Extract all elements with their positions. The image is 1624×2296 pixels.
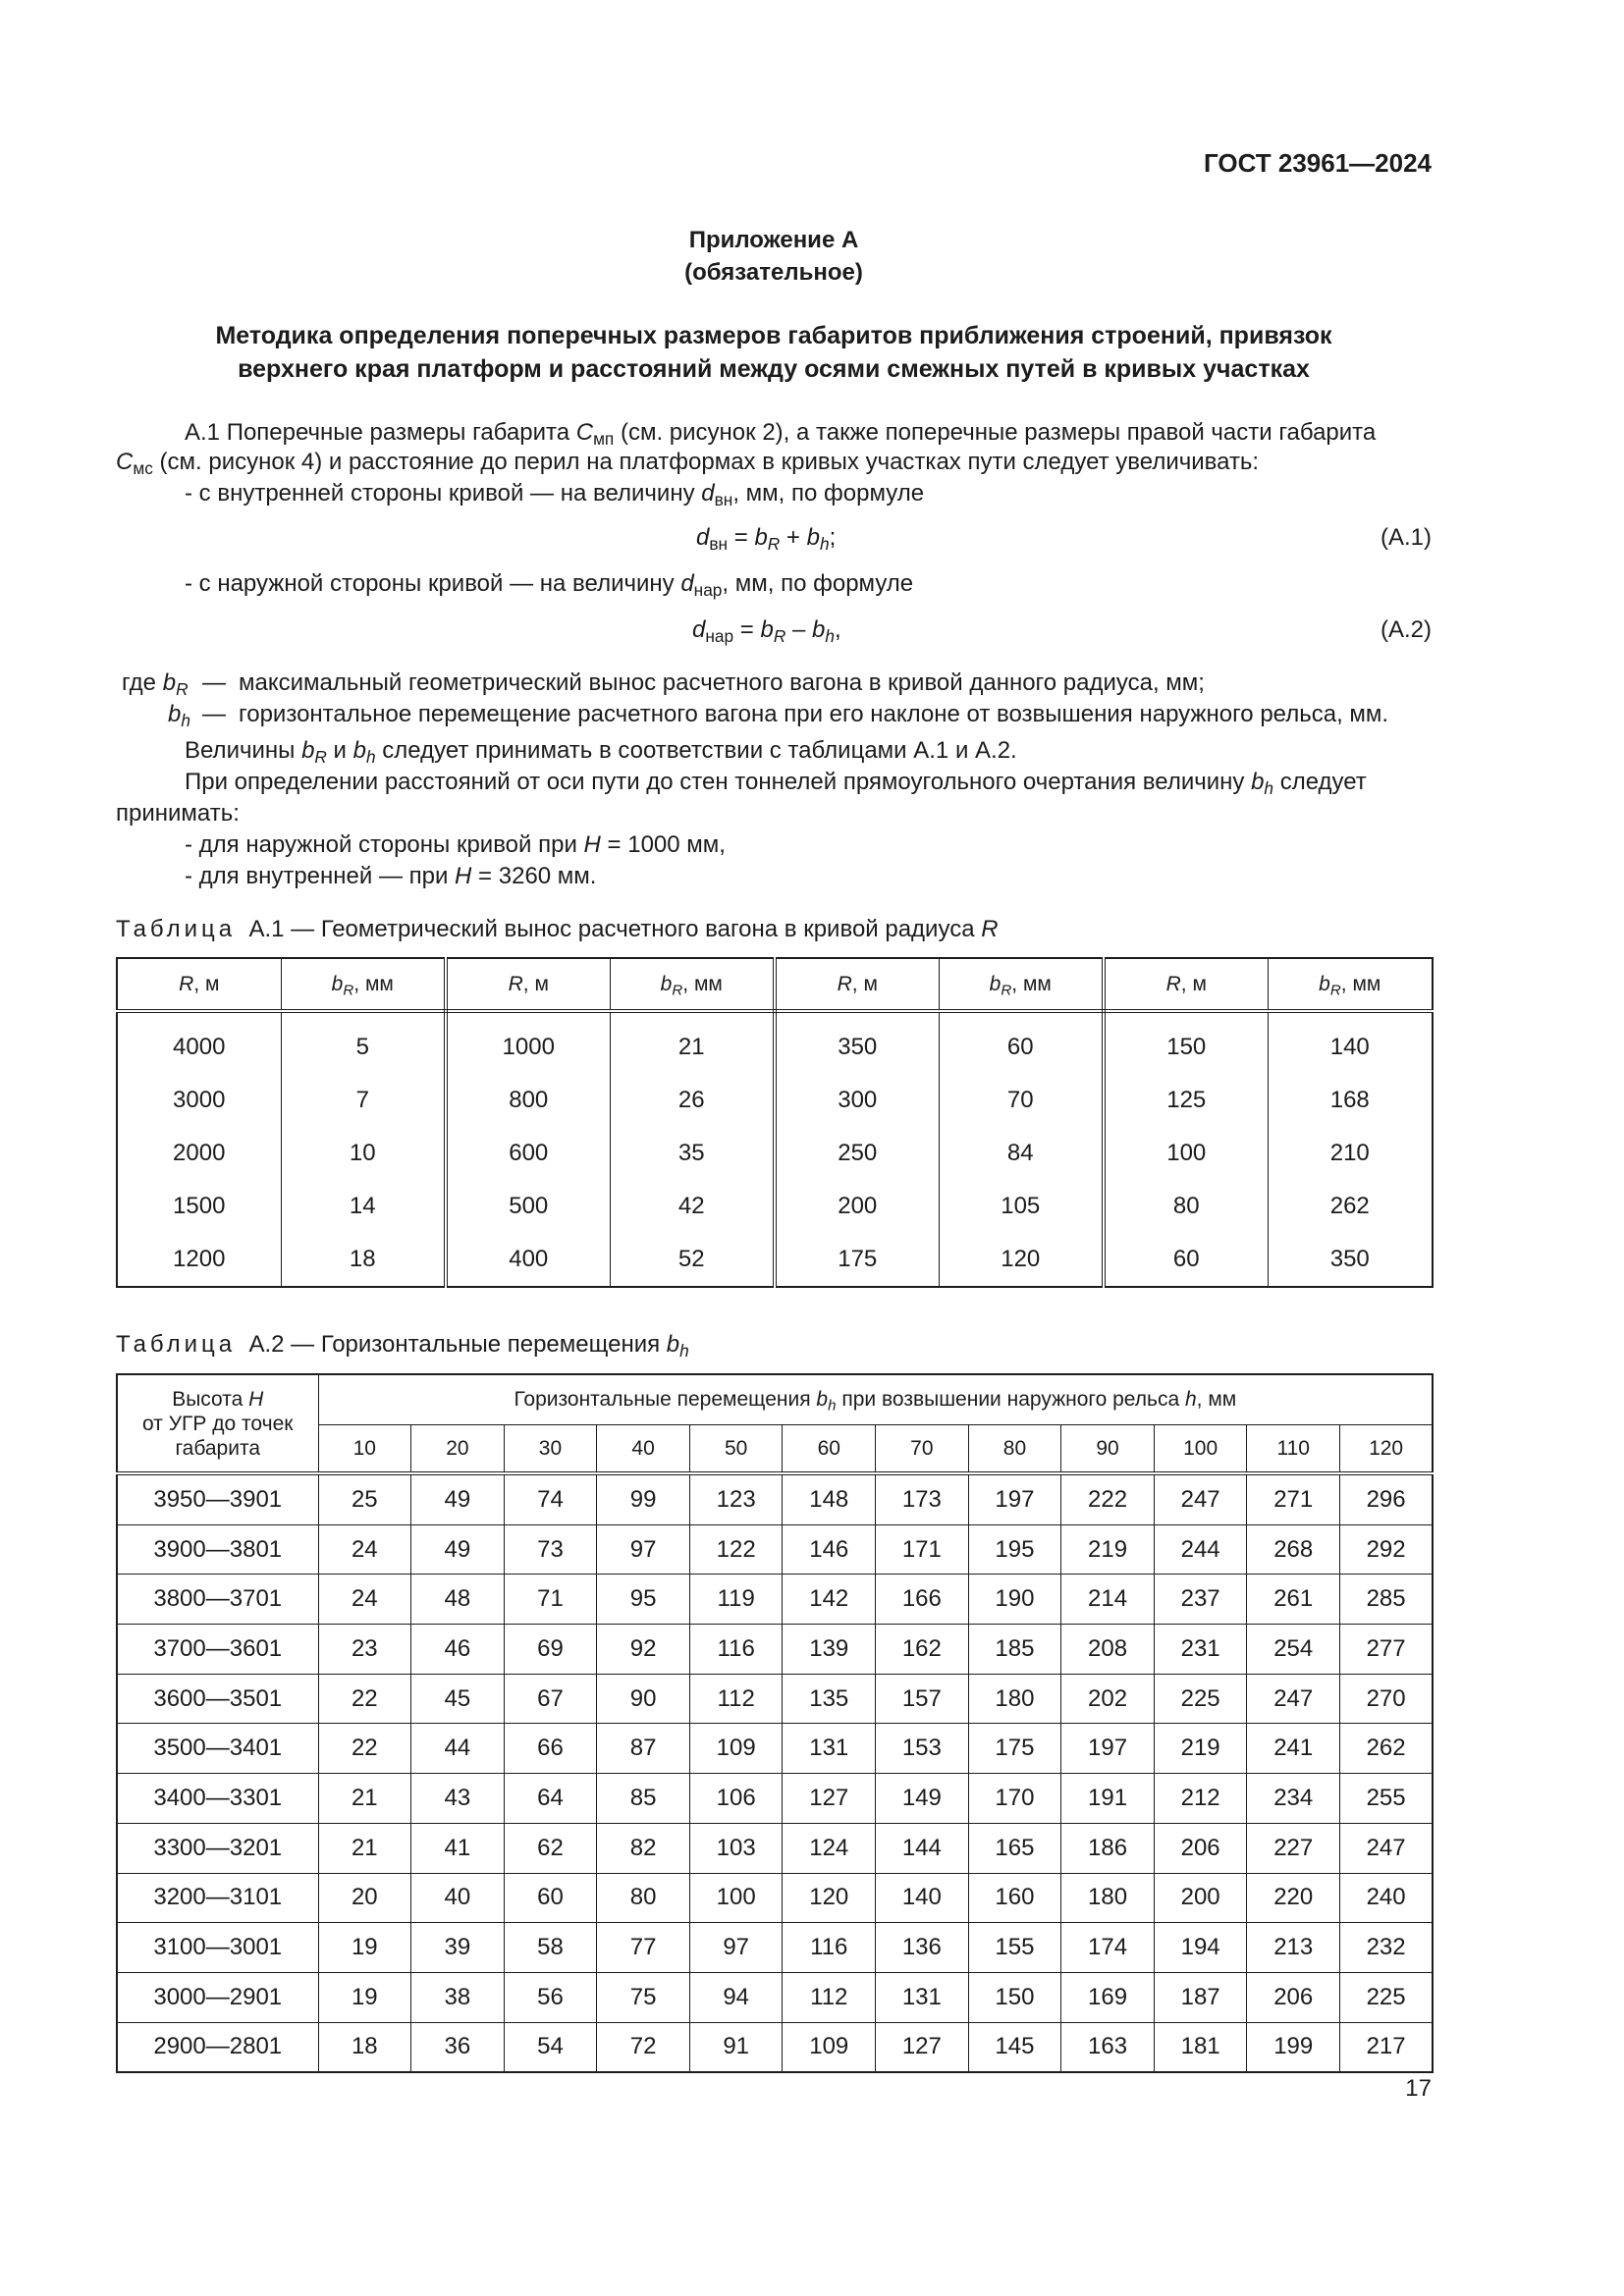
table-cell: 100 bbox=[689, 1873, 783, 1923]
table-cell: 112 bbox=[783, 1972, 876, 2022]
table-cell: 225 bbox=[1340, 1972, 1434, 2022]
table-row bbox=[117, 1774, 1433, 1824]
table-cell: 106 bbox=[689, 1774, 783, 1824]
table-cell: 350 bbox=[775, 1011, 939, 1074]
table-cell: 23 bbox=[318, 1625, 411, 1675]
table2-row-label: 3300—3201 bbox=[117, 1823, 318, 1873]
table-cell: 231 bbox=[1154, 1625, 1247, 1675]
table-cell: 22 bbox=[318, 1724, 411, 1774]
table-cell: 127 bbox=[783, 1774, 876, 1824]
table-cell: 60 bbox=[939, 1011, 1104, 1074]
table-cell: 187 bbox=[1154, 1972, 1247, 2022]
table-cell: 197 bbox=[968, 1473, 1061, 1524]
table-cell: 202 bbox=[1061, 1674, 1155, 1724]
table-row bbox=[117, 1625, 1433, 1675]
table-cell: 149 bbox=[876, 1774, 969, 1824]
table-cell: 213 bbox=[1247, 1923, 1340, 1973]
table-cell: 74 bbox=[504, 1473, 597, 1524]
table-cell: 262 bbox=[1340, 1724, 1434, 1774]
table-cell: 125 bbox=[1104, 1074, 1268, 1127]
table-cell: 135 bbox=[783, 1674, 876, 1724]
table-cell: 247 bbox=[1154, 1473, 1247, 1524]
table-cell: 225 bbox=[1154, 1674, 1247, 1724]
table2-header-h-value: 80 bbox=[968, 1425, 1061, 1474]
table-cell: 139 bbox=[783, 1625, 876, 1675]
table-cell: 109 bbox=[689, 1724, 783, 1774]
table-cell: 148 bbox=[783, 1473, 876, 1524]
table1-header-r: R, м bbox=[1104, 958, 1268, 1011]
table-row bbox=[117, 1074, 1433, 1127]
table1-header-b: $b_R$, мм bbox=[939, 958, 1104, 1011]
formula-a1-number: (А.1) bbox=[1380, 524, 1432, 551]
table-cell: 500 bbox=[446, 1180, 610, 1233]
table-cell: 180 bbox=[968, 1674, 1061, 1724]
table-cell: 67 bbox=[504, 1674, 597, 1724]
table-cell: 35 bbox=[610, 1127, 775, 1180]
tunnel-para-line3: - для наружной стороны кривой при Н = 1000 мм, bbox=[185, 831, 726, 858]
table-cell: 80 bbox=[597, 1873, 690, 1923]
table-cell: 85 bbox=[597, 1774, 690, 1824]
table-cell: 219 bbox=[1061, 1524, 1155, 1575]
table-cell: 71 bbox=[504, 1575, 597, 1625]
table-cell: 166 bbox=[876, 1575, 969, 1625]
table-cell: 300 bbox=[775, 1074, 939, 1127]
table-cell: 200 bbox=[775, 1180, 939, 1233]
table-cell: 105 bbox=[939, 1180, 1104, 1233]
table-cell: 145 bbox=[968, 2022, 1061, 2072]
table-cell: 60 bbox=[504, 1873, 597, 1923]
table-cell: 38 bbox=[411, 1972, 505, 2022]
table-cell: 123 bbox=[689, 1473, 783, 1524]
table1-header-row bbox=[117, 958, 1433, 1011]
table-cell: 170 bbox=[968, 1774, 1061, 1824]
table-cell: 146 bbox=[783, 1524, 876, 1575]
table-cell: 240 bbox=[1340, 1873, 1434, 1923]
table-cell: 171 bbox=[876, 1524, 969, 1575]
table-cell: 21 bbox=[318, 1823, 411, 1873]
table-cell: 112 bbox=[689, 1674, 783, 1724]
table-cell: 5 bbox=[281, 1011, 446, 1074]
table-cell: 4000 bbox=[117, 1011, 281, 1074]
table2-header-span: Горизонтальные перемещения $b_h$ при возвышении наружного рельса h, мм bbox=[318, 1374, 1433, 1425]
table1-header-r: R, м bbox=[117, 958, 281, 1011]
table-cell: 199 bbox=[1247, 2022, 1340, 2072]
table2-header-h-value: 50 bbox=[689, 1425, 783, 1474]
table-cell: 20 bbox=[318, 1873, 411, 1923]
table2-header-h-value: 20 bbox=[411, 1425, 505, 1474]
table-cell: 206 bbox=[1247, 1972, 1340, 2022]
table-row bbox=[117, 1127, 1433, 1180]
table2-header-h-value: 10 bbox=[318, 1425, 411, 1474]
table-row bbox=[117, 1575, 1433, 1625]
table-cell: 350 bbox=[1329, 1246, 1370, 1272]
appendix-status: (обязательное) bbox=[684, 259, 863, 286]
table-cell: 39 bbox=[411, 1923, 505, 1973]
table-cell: 24 bbox=[318, 1575, 411, 1625]
table-cell: 190 bbox=[968, 1575, 1061, 1625]
table-cell: 54 bbox=[504, 2022, 597, 2072]
table-cell: 173 bbox=[876, 1473, 969, 1524]
table2-row-label: 3500—3401 bbox=[117, 1724, 318, 1774]
table-cell: 140 bbox=[876, 1873, 969, 1923]
section-heading-line1: Методика определения поперечных размеров габаритов приближения строений, привязок bbox=[215, 322, 1332, 349]
table2-row-label: 3400—3301 bbox=[117, 1774, 318, 1824]
table-cell: 212 bbox=[1154, 1774, 1247, 1824]
table-cell: 124 bbox=[783, 1823, 876, 1873]
table-cell: 800 bbox=[446, 1074, 610, 1127]
table-row bbox=[117, 1923, 1433, 1973]
table-cell: 174 bbox=[1061, 1923, 1155, 1973]
table-cell: 140 bbox=[1329, 1034, 1370, 1060]
table2-header-row1 bbox=[117, 1374, 1433, 1425]
table2-row-label: 3800—3701 bbox=[117, 1575, 318, 1625]
table-cell: 150 bbox=[1104, 1011, 1268, 1074]
tunnel-para-line4: - для внутренней — при Н = 3260 мм. bbox=[185, 863, 597, 889]
table-cell: 247 bbox=[1247, 1674, 1340, 1724]
table-cell: 120 bbox=[939, 1233, 1104, 1287]
table-cell: 58 bbox=[504, 1923, 597, 1973]
table-row bbox=[117, 1873, 1433, 1923]
table-cell: 153 bbox=[876, 1724, 969, 1774]
table-cell: 208 bbox=[1061, 1625, 1155, 1675]
table2-caption: Таблица А.2 — Горизонтальные перемещения $b_h$ bbox=[116, 1331, 689, 1362]
table-cell: 94 bbox=[689, 1972, 783, 2022]
table-cell: 247 bbox=[1340, 1823, 1434, 1873]
table-cell: 195 bbox=[968, 1524, 1061, 1575]
table-cell: 64 bbox=[504, 1774, 597, 1824]
formula-a2: $d_{нар} = b_R - b_h$, bbox=[692, 616, 841, 647]
table-cell: 181 bbox=[1154, 2022, 1247, 2072]
table-cell: 97 bbox=[597, 1524, 690, 1575]
table-cell: 232 bbox=[1340, 1923, 1434, 1973]
tunnel-para-line2: принимать: bbox=[116, 800, 240, 827]
table-cell: 21 bbox=[318, 1774, 411, 1824]
table-cell: 217 bbox=[1340, 2022, 1434, 2072]
table-cell: 122 bbox=[689, 1524, 783, 1575]
table-cell: 131 bbox=[783, 1724, 876, 1774]
table-cell: 255 bbox=[1340, 1774, 1434, 1824]
table1-header-r: R, м bbox=[775, 958, 939, 1011]
table1-header-b: $b_R$, мм bbox=[1268, 958, 1433, 1011]
formula-a2-number: (А.2) bbox=[1380, 616, 1432, 643]
table-row bbox=[117, 2022, 1433, 2072]
table-cell: 1200 bbox=[117, 1233, 281, 1287]
where-item2-text: горизонтальное перемещение расчетного вагона при его наклоне от возвышения наружного рельса, мм. bbox=[239, 701, 1389, 727]
table-cell: 186 bbox=[1061, 1823, 1155, 1873]
table-cell: 70 bbox=[939, 1074, 1104, 1127]
table-cell: 169 bbox=[1061, 1972, 1155, 2022]
table-cell: 66 bbox=[504, 1724, 597, 1774]
table-row bbox=[117, 1473, 1433, 1524]
para-a1-line1: А.1 Поперечные размеры габарита $С_{мп}$ (см. рисунок 2), а также поперечные размеры правой части габарита bbox=[185, 419, 1377, 450]
table2-row-label: 3900—3801 bbox=[117, 1524, 318, 1575]
table-cell: 40 bbox=[411, 1873, 505, 1923]
where-dash-2: — bbox=[202, 701, 226, 727]
table-cell: 2000 bbox=[117, 1127, 281, 1180]
table-cell: 80 bbox=[1104, 1180, 1268, 1233]
table-cell: 21 bbox=[610, 1011, 775, 1074]
table-row bbox=[117, 1823, 1433, 1873]
where-item1-text: максимальный геометрический вынос расчетного вагона в кривой данного радиуса, мм; bbox=[239, 669, 1205, 696]
table-cell: 197 bbox=[1061, 1724, 1155, 1774]
table-cell: 43 bbox=[411, 1774, 505, 1824]
table-cell: 49 bbox=[411, 1473, 505, 1524]
table-cell: 144 bbox=[876, 1823, 969, 1873]
table-cell: 87 bbox=[597, 1724, 690, 1774]
table-a1 bbox=[116, 957, 1434, 1288]
table2-row-label: 3200—3101 bbox=[117, 1873, 318, 1923]
table-cell: 194 bbox=[1154, 1923, 1247, 1973]
table2-header-h-value: 70 bbox=[876, 1425, 969, 1474]
table-cell: 175 bbox=[775, 1233, 939, 1287]
table-cell: 116 bbox=[689, 1625, 783, 1675]
where-label: где $b_R$ bbox=[122, 669, 189, 700]
table2-row-label: 3600—3501 bbox=[117, 1674, 318, 1724]
table-cell: 142 bbox=[783, 1575, 876, 1625]
where-item2-var: $b_h$ bbox=[168, 701, 190, 731]
table-row bbox=[117, 1180, 1433, 1233]
table-row bbox=[117, 1524, 1433, 1575]
table-cell: 191 bbox=[1061, 1774, 1155, 1824]
table-cell: 48 bbox=[411, 1575, 505, 1625]
table-cell: 99 bbox=[597, 1473, 690, 1524]
table-cell: 277 bbox=[1340, 1625, 1434, 1675]
table-cell: 163 bbox=[1061, 2022, 1155, 2072]
table2-header-h-value: 100 bbox=[1154, 1425, 1247, 1474]
table-cell: 262 bbox=[1329, 1193, 1370, 1219]
table-cell: 60 bbox=[1104, 1233, 1268, 1287]
table-cell: 84 bbox=[939, 1127, 1104, 1180]
table-cell: 22 bbox=[318, 1674, 411, 1724]
table-cell: 45 bbox=[411, 1674, 505, 1724]
table-cell: 82 bbox=[597, 1823, 690, 1873]
table-cell: 19 bbox=[318, 1972, 411, 2022]
table-cell: 1500 bbox=[117, 1180, 281, 1233]
table-cell: 268 bbox=[1247, 1524, 1340, 1575]
formula-a1: $d_{вн} = b_R + b_h$; bbox=[696, 524, 837, 555]
table-row bbox=[117, 1674, 1433, 1724]
table-cell: 91 bbox=[689, 2022, 783, 2072]
para-a1-line2: $С_{мс}$ (см. рисунок 4) и расстояние до перил на платформах в кривых участках пути следует увеличивать: bbox=[116, 449, 1260, 479]
table-cell: 296 bbox=[1340, 1473, 1434, 1524]
table-cell: 42 bbox=[610, 1180, 775, 1233]
table2-header-h-value: 120 bbox=[1340, 1425, 1434, 1474]
where-dash-1: — bbox=[202, 669, 226, 696]
table2-header-h-value: 90 bbox=[1061, 1425, 1155, 1474]
table-cell: 56 bbox=[504, 1972, 597, 2022]
table1-caption: Таблица А.1 — Геометрический вынос расчетного вагона в кривой радиуса R bbox=[116, 916, 999, 942]
table-cell: 100 bbox=[1104, 1127, 1268, 1180]
table-a2 bbox=[116, 1373, 1434, 2073]
table-cell: 210 bbox=[1329, 1140, 1370, 1166]
table-cell: 261 bbox=[1247, 1575, 1340, 1625]
table-cell: 97 bbox=[689, 1923, 783, 1973]
table-cell: 18 bbox=[318, 2022, 411, 2072]
table2-row-label: 3950—3901 bbox=[117, 1473, 318, 1524]
table-cell: 77 bbox=[597, 1923, 690, 1973]
table-cell: 41 bbox=[411, 1823, 505, 1873]
para-a1-line3: - с внутренней стороны кривой — на величину $d_{вн}$, мм, по формуле bbox=[185, 480, 925, 510]
table-cell: 600 bbox=[446, 1127, 610, 1180]
table-cell: 69 bbox=[504, 1625, 597, 1675]
tunnel-para-line1: При определении расстояний от оси пути до стен тоннелей прямоугольного очертания величину $b_h$ следует bbox=[185, 769, 1367, 799]
table-cell: 49 bbox=[411, 1524, 505, 1575]
table-cell: 400 bbox=[446, 1233, 610, 1287]
table-cell: 92 bbox=[597, 1625, 690, 1675]
table2-header-h-value: 60 bbox=[783, 1425, 876, 1474]
table-cell: 234 bbox=[1247, 1774, 1340, 1824]
table-cell: 44 bbox=[411, 1724, 505, 1774]
table2-header-height: Высота Н от УГР до точек габарита bbox=[117, 1374, 318, 1473]
table-cell: 200 bbox=[1154, 1873, 1247, 1923]
table-cell: 271 bbox=[1247, 1473, 1340, 1524]
section-heading-line2: верхнего края платформ и расстояний между осями смежных путей в кривых участках bbox=[238, 355, 1310, 383]
table2-header-h-value: 30 bbox=[504, 1425, 597, 1474]
table-cell: 180 bbox=[1061, 1873, 1155, 1923]
table-cell: 95 bbox=[597, 1575, 690, 1625]
table2-row-label: 3700—3601 bbox=[117, 1625, 318, 1675]
table2-row-label: 2900—2801 bbox=[117, 2022, 318, 2072]
table-row bbox=[117, 1724, 1433, 1774]
table-cell: 206 bbox=[1154, 1823, 1247, 1873]
table-cell: 160 bbox=[968, 1873, 1061, 1923]
table-cell: 18 bbox=[281, 1233, 446, 1287]
table-cell: 14 bbox=[281, 1180, 446, 1233]
table-cell: 73 bbox=[504, 1524, 597, 1575]
table-cell: 285 bbox=[1340, 1575, 1434, 1625]
table-cell: 25 bbox=[318, 1473, 411, 1524]
table-cell: 7 bbox=[281, 1074, 446, 1127]
values-para: Величины $b_R$ и $b_h$ следует принимать в соответствии с таблицами А.1 и А.2. bbox=[185, 737, 1017, 768]
para-outer-side: - с наружной стороны кривой — на величину $d_{нар}$, мм, по формуле bbox=[185, 570, 914, 601]
table-cell: 119 bbox=[689, 1575, 783, 1625]
table-cell: 237 bbox=[1154, 1575, 1247, 1625]
table-cell: 222 bbox=[1061, 1473, 1155, 1524]
table-cell: 120 bbox=[783, 1873, 876, 1923]
table1-header-r: R, м bbox=[446, 958, 610, 1011]
table-cell: 220 bbox=[1247, 1873, 1340, 1923]
table-row bbox=[117, 1972, 1433, 2022]
table-cell: 90 bbox=[597, 1674, 690, 1724]
table-cell: 10 bbox=[281, 1127, 446, 1180]
table-cell: 36 bbox=[411, 2022, 505, 2072]
table2-header-h-value: 40 bbox=[597, 1425, 690, 1474]
table-cell: 185 bbox=[968, 1625, 1061, 1675]
table2-header-h-value: 110 bbox=[1247, 1425, 1340, 1474]
table-cell: 250 bbox=[775, 1127, 939, 1180]
table-cell: 162 bbox=[876, 1625, 969, 1675]
page-number: 17 bbox=[1405, 2075, 1432, 2102]
table-cell: 131 bbox=[876, 1972, 969, 2022]
table1-header-b: $b_R$, мм bbox=[281, 958, 446, 1011]
table-cell: 72 bbox=[597, 2022, 690, 2072]
table2-row-label: 3100—3001 bbox=[117, 1923, 318, 1973]
table-cell: 62 bbox=[504, 1823, 597, 1873]
document-id: ГОСТ 23961—2024 bbox=[1204, 148, 1432, 178]
table1-header-b: $b_R$, мм bbox=[610, 958, 775, 1011]
table-cell: 219 bbox=[1154, 1724, 1247, 1774]
table-cell: 270 bbox=[1340, 1674, 1434, 1724]
table-cell: 3000 bbox=[117, 1074, 281, 1127]
table-cell: 175 bbox=[968, 1724, 1061, 1774]
table-cell: 214 bbox=[1061, 1575, 1155, 1625]
table-cell: 165 bbox=[968, 1823, 1061, 1873]
table-cell: 136 bbox=[876, 1923, 969, 1973]
table-cell: 1000 bbox=[446, 1011, 610, 1074]
table-cell: 292 bbox=[1340, 1524, 1434, 1575]
table-cell: 26 bbox=[610, 1074, 775, 1127]
table-cell: 19 bbox=[318, 1923, 411, 1973]
appendix-title: Приложение А bbox=[688, 227, 859, 253]
table-cell: 150 bbox=[968, 1972, 1061, 2022]
table-cell: 109 bbox=[783, 2022, 876, 2072]
table-cell: 254 bbox=[1247, 1625, 1340, 1675]
table-cell: 52 bbox=[610, 1233, 775, 1287]
table-cell: 75 bbox=[597, 1972, 690, 2022]
table-cell: 244 bbox=[1154, 1524, 1247, 1575]
table-cell: 24 bbox=[318, 1524, 411, 1575]
table-cell: 168 bbox=[1329, 1087, 1370, 1113]
table-cell: 241 bbox=[1247, 1724, 1340, 1774]
table-cell: 116 bbox=[783, 1923, 876, 1973]
table-cell: 127 bbox=[876, 2022, 969, 2072]
table2-row-label: 3000—2901 bbox=[117, 1972, 318, 2022]
table-cell: 46 bbox=[411, 1625, 505, 1675]
table-cell: 227 bbox=[1247, 1823, 1340, 1873]
table-cell: 103 bbox=[689, 1823, 783, 1873]
table-row bbox=[117, 1233, 1433, 1287]
table-row bbox=[117, 1011, 1433, 1074]
table-cell: 157 bbox=[876, 1674, 969, 1724]
table-cell: 155 bbox=[968, 1923, 1061, 1973]
